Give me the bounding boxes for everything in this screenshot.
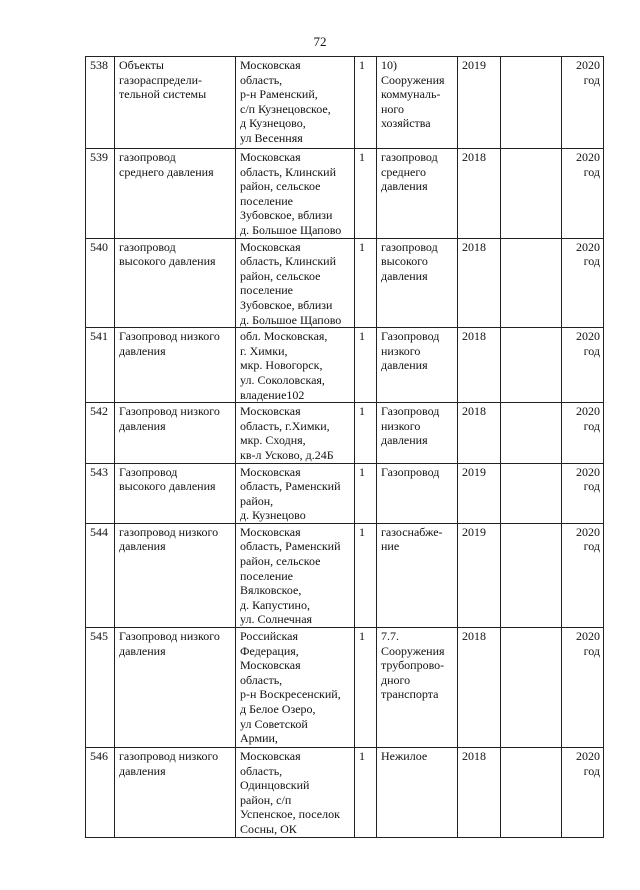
registration-year: 2018 bbox=[458, 628, 501, 748]
object-name: газопровод среднего давления bbox=[115, 149, 236, 239]
object-purpose: Газопровод bbox=[377, 463, 458, 523]
empty-cell bbox=[501, 523, 562, 627]
row-number: 541 bbox=[86, 328, 115, 403]
table-row bbox=[86, 403, 604, 463]
row-number: 542 bbox=[86, 403, 115, 463]
object-quantity: 1 bbox=[355, 328, 377, 403]
object-name: Газопровод низкого давления bbox=[115, 403, 236, 463]
object-purpose: 10) Сооружения коммуналь- ного хозяйства bbox=[377, 57, 458, 149]
plan-year: 2020 год bbox=[562, 523, 604, 627]
object-quantity: 1 bbox=[355, 463, 377, 523]
registration-year: 2018 bbox=[458, 328, 501, 403]
object-address: Московская область, г.Химки, мкр. Сходня, кв-л Усково, д.24Б bbox=[236, 403, 355, 463]
object-purpose: газопровод среднего давления bbox=[377, 149, 458, 239]
row-number: 539 bbox=[86, 149, 115, 239]
object-address: Московская область, Одинцовский район, с/п Успенское, поселок Сосны, ОК bbox=[236, 748, 355, 838]
object-address: Московская область, р-н Раменский, с/п Кузнецовское, д Кузнецово, ул Весенняя bbox=[236, 57, 355, 149]
row-number: 546 bbox=[86, 748, 115, 838]
empty-cell bbox=[501, 403, 562, 463]
registration-year: 2019 bbox=[458, 57, 501, 149]
table-row bbox=[86, 463, 604, 523]
object-quantity: 1 bbox=[355, 748, 377, 838]
plan-year: 2020 год bbox=[562, 463, 604, 523]
row-number: 538 bbox=[86, 57, 115, 149]
object-name: Газопровод высокого давления bbox=[115, 463, 236, 523]
registry-table bbox=[85, 56, 604, 838]
object-purpose: Нежилое bbox=[377, 748, 458, 838]
empty-cell bbox=[501, 238, 562, 328]
plan-year: 2020 год bbox=[562, 748, 604, 838]
plan-year: 2020 год bbox=[562, 403, 604, 463]
empty-cell bbox=[501, 328, 562, 403]
table-body bbox=[86, 57, 604, 838]
object-purpose: газопровод высокого давления bbox=[377, 238, 458, 328]
table-row bbox=[86, 523, 604, 627]
row-number: 543 bbox=[86, 463, 115, 523]
object-name: Газопровод низкого давления bbox=[115, 328, 236, 403]
object-quantity: 1 bbox=[355, 628, 377, 748]
row-number: 544 bbox=[86, 523, 115, 627]
object-purpose: Газопровод низкого давления bbox=[377, 403, 458, 463]
object-quantity: 1 bbox=[355, 149, 377, 239]
table-row bbox=[86, 57, 604, 149]
plan-year: 2020 год bbox=[562, 628, 604, 748]
object-quantity: 1 bbox=[355, 523, 377, 627]
object-address: Московская область, Клинский район, сельское поселение Зубовское, вблизи д. Большое Щапово bbox=[236, 238, 355, 328]
plan-year: 2020 год bbox=[562, 57, 604, 149]
row-number: 545 bbox=[86, 628, 115, 748]
empty-cell bbox=[501, 628, 562, 748]
object-purpose: газоснабже- ние bbox=[377, 523, 458, 627]
object-name: Объекты газораспредели- тельной системы bbox=[115, 57, 236, 149]
registration-year: 2018 bbox=[458, 238, 501, 328]
table-row bbox=[86, 628, 604, 748]
empty-cell bbox=[501, 57, 562, 149]
object-quantity: 1 bbox=[355, 57, 377, 149]
page-number: 72 bbox=[313, 34, 327, 49]
table-row bbox=[86, 748, 604, 838]
registration-year: 2018 bbox=[458, 403, 501, 463]
object-name: Газопровод низкого давления bbox=[115, 628, 236, 748]
registration-year: 2018 bbox=[458, 748, 501, 838]
registration-year: 2018 bbox=[458, 149, 501, 239]
plan-year: 2020 год bbox=[562, 238, 604, 328]
table-row bbox=[86, 238, 604, 328]
object-name: газопровод низкого давления bbox=[115, 748, 236, 838]
plan-year: 2020 год bbox=[562, 149, 604, 239]
object-quantity: 1 bbox=[355, 403, 377, 463]
row-number: 540 bbox=[86, 238, 115, 328]
object-name: газопровод низкого давления bbox=[115, 523, 236, 627]
object-purpose: Газопровод низкого давления bbox=[377, 328, 458, 403]
object-purpose: 7.7. Сооружения трубопрово- дного транспорта bbox=[377, 628, 458, 748]
object-address: Московская область, Раменский район, д. Кузнецово bbox=[236, 463, 355, 523]
object-address: Российская Федерация, Московская область, р-н Воскресенский, д Белое Озеро, ул Советской Армии, bbox=[236, 628, 355, 748]
empty-cell bbox=[501, 748, 562, 838]
object-address: Московская область, Клинский район, сельское поселение Зубовское, вблизи д. Большое Щапово bbox=[236, 149, 355, 239]
empty-cell bbox=[501, 149, 562, 239]
object-address: Московская область, Раменский район, сельское поселение Вялковское, д. Капустино, ул. Солнечная bbox=[236, 523, 355, 627]
plan-year: 2020 год bbox=[562, 328, 604, 403]
registration-year: 2019 bbox=[458, 463, 501, 523]
registration-year: 2019 bbox=[458, 523, 501, 627]
object-name: газопровод высокого давления bbox=[115, 238, 236, 328]
object-address: обл. Московская, г. Химки, мкр. Новогорск, ул. Соколовская, владение102 bbox=[236, 328, 355, 403]
object-quantity: 1 bbox=[355, 238, 377, 328]
table-row bbox=[86, 149, 604, 239]
empty-cell bbox=[501, 463, 562, 523]
table-row bbox=[86, 328, 604, 403]
